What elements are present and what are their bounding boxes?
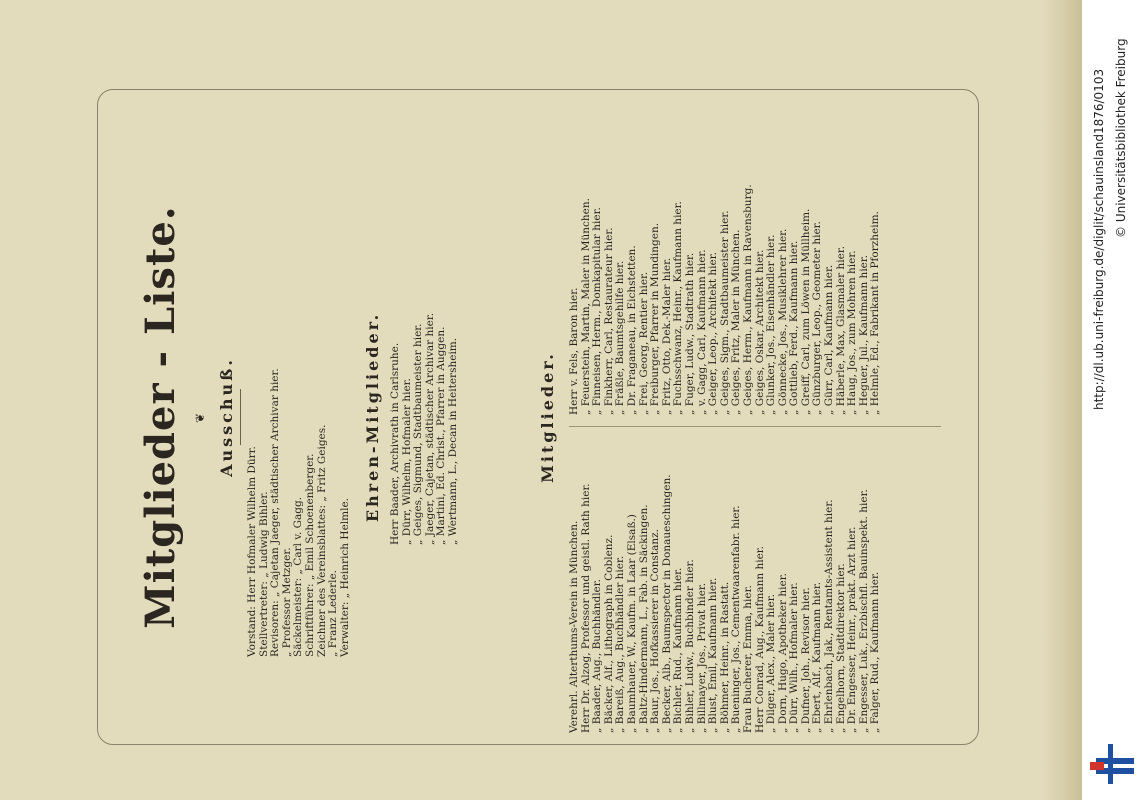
ehren-line: „ Dürr, Wilhelm, Hofmaler hier.	[400, 378, 413, 545]
member-line: „ Glunker, Jos., Eisenhändler hier.	[765, 234, 778, 415]
member-line: Herr v. Fels, Baron hier.	[568, 287, 580, 415]
ehren-line: „ Martini, Ed. Christ., Pfarrer in Auggen.	[435, 326, 448, 545]
member-line: „ Ebert, Alf., Kaufmann hier.	[811, 581, 824, 733]
member-line: „ Bueninger, Jos., Cementwaarenfabr. hier.	[730, 505, 743, 733]
page-title: Mitglieder - Liste.	[137, 205, 184, 629]
ausschuss-line: „ Professor Metzger.	[280, 547, 293, 657]
member-line: „ Fuchsschwanz, Heinr., Kaufmann hier.	[672, 201, 685, 415]
member-line: „ Dufner, Joh., Revisor hier.	[799, 587, 812, 733]
ehren-line: Herr Baader, Archivrath in Carlsruhe.	[389, 342, 401, 545]
member-line: „ Bichler, Rud., Kaufmann hier.	[672, 567, 685, 733]
ausschuss-line: „ Franz Lederle.	[327, 569, 340, 657]
member-line: „ Finkherr, Carl, Restaurateur hier.	[602, 227, 615, 415]
member-line: „ Gottlieb, Ferd., Kaufmann hier.	[788, 240, 801, 415]
ehren-line: „ Wertmann, L., Decan in Heitersheim.	[446, 337, 459, 545]
member-line: „ Fuger, Ludw., Stadtrath hier.	[683, 252, 696, 415]
member-line: Herr Conrad, Aug., Kaufmann hier.	[753, 546, 766, 733]
ausschuss-line: Zeichner des Vereinsblattes: „ Fritz Geiges.	[315, 424, 328, 657]
member-line: „ Dr. Fraganeau, in Eichstetten.	[625, 245, 638, 415]
mitglieder-left-column	[569, 474, 882, 733]
member-line: „ Geiges, Fritz, Maler in München.	[730, 229, 743, 415]
member-line: „ Engelhorn, Stadtdirektor hier.	[834, 563, 847, 733]
member-line: „ Bäcker, Alf., Lithograph in Coblenz.	[602, 534, 615, 733]
ausschuss-line: Revisoren: „ Cajetan Jaeger, städtischer Archivar hier.	[269, 368, 282, 657]
member-line: „ Dürr, Wilh., Hofmaler hier.	[788, 582, 801, 733]
member-line: „ Geiger, Leop., Architekt hier.	[707, 252, 720, 415]
mitglieder-heading: Mitglieder.	[538, 351, 557, 483]
column-divider	[569, 426, 941, 427]
member-line: „ Ehrlenbach, Jak., Rentamts-Assistent hier.	[823, 499, 836, 733]
member-line: „ Freiburger, Pfarrer in Mundingen.	[649, 222, 662, 415]
member-line: „ Feuerstein, Martin, Maler in München.	[579, 198, 592, 415]
title-ornament: ❦	[193, 410, 207, 424]
member-line: „ Gönnecke, Jos., Musiklehrer hier.	[776, 228, 789, 415]
member-line: „ Baltz-Hindermann, L., Fab. in Säckingen.	[637, 504, 650, 733]
member-line: „ Bareiß, Aug., Buchhändler hier.	[614, 555, 627, 733]
member-line: „ Geiges, Oskar, Architekt hier.	[753, 249, 766, 415]
member-line: „ Finneisen, Herm., Domkapitular hier.	[591, 207, 604, 415]
source-url-text[interactable]: http://dl.ub.uni-freiburg.de/diglit/schauinsland1876/0103	[1092, 68, 1106, 410]
member-line: „ Fräßle, Baumtsgehilfe hier.	[614, 260, 627, 415]
member-line: „ Becker, Alb., Baumspector in Donaueschingen.	[660, 474, 673, 733]
member-line: Frau Bucherer, Emma, hier.	[741, 585, 754, 733]
member-line: „ Greiff, Carl, zum Löwen in Müllheim.	[799, 208, 812, 415]
member-line: „ Böhmer, Heinr., in Rastatt.	[718, 581, 731, 733]
ausschuss-line: Säckelmeister: „ Carl v. Gagg.	[292, 496, 305, 657]
member-line: „ Bihler, Ludw., Buchbinder hier.	[683, 559, 696, 733]
source-url[interactable]	[1090, 10, 1110, 410]
ausschuss-line: Verwalter: „ Heinrich Helmle.	[338, 497, 351, 657]
member-line: „ Engesser, Luk., Erzbischfl. Bauinspekt. hier.	[857, 489, 870, 733]
ausschuss-line: Vorstand: Herr Hofmaler Wilhelm Dürr.	[246, 446, 258, 657]
ausschuss-line: Stellvertreter: „ Ludwig Bihler.	[257, 491, 270, 657]
member-line: „ Gürr, Carl, Kaufmann hier.	[823, 264, 836, 415]
member-line: „ Dr. Engesser, Heinr., prakt. Arzt hier.	[846, 526, 859, 733]
copyright-text: © Universitätsbibliothek Freiburg	[1114, 38, 1128, 238]
member-line: „ Helmle, Ed., Fabrikant in Pforzheim.	[869, 211, 882, 415]
member-line: „ Falger, Rud., Kaufmann hier.	[869, 571, 882, 733]
member-line: „ Baumhauer, W., Kaufm. in Laar (Elsaß.)	[625, 514, 638, 733]
ausschuss-heading: Ausschuß.	[217, 357, 236, 477]
member-line: „ Geiges, Sigm., Stadtbaumeister hier.	[718, 210, 731, 415]
member-line: „ Dorn, Hugo, Apotheker hier.	[776, 573, 789, 733]
rotated-page-content	[97, 89, 979, 745]
member-line: „ Günzburger, Leop., Geometer hier.	[811, 221, 824, 415]
member-line: „ Baur, Jos., Hofkassierer in Constanz.	[649, 529, 662, 733]
member-line: „ Frei, Georg, Rentier hier.	[637, 271, 650, 415]
mitglieder-right-column	[569, 184, 882, 415]
ausschuss-line: Schriftführer: „ Emil Schoenenberger.	[303, 453, 316, 657]
member-line: „ Baader, Aug., Buchhändler.	[591, 579, 604, 733]
member-line: „ Fritz, Otto, Dek.-Maler hier.	[660, 257, 673, 415]
member-line: „ Geiges, Herm., Kaufmann in Ravensburg.	[741, 184, 754, 415]
ausschuss-list	[247, 368, 351, 657]
ehren-line: „ Jaeger, Cajetan, städtischer Archivar hier.	[423, 312, 436, 545]
page-spine-shadow	[1040, 0, 1082, 800]
ausschuss-rule	[240, 389, 241, 445]
ehren-mitglieder-list	[390, 313, 460, 545]
member-line: „ Dilger, Alex., Maler hier.	[765, 594, 778, 733]
member-line: „ Haug, Jos., zum Mohren hier.	[846, 250, 859, 415]
member-line: „ v. Gagg, Carl, Kaufmann hier.	[695, 249, 708, 415]
member-line: „ Blust, Emil, Kaufmann hier.	[707, 577, 720, 733]
ehren-line: „ Geiges, Sigmund, Stadtbaumeister hier.	[412, 323, 425, 545]
library-logo-icon	[1090, 742, 1134, 788]
ehren-mitglieder-heading: Ehren-Mitglieder.	[363, 311, 382, 523]
member-line: Verehrl. Alterthums-Verein in München.	[568, 520, 580, 733]
member-line: „ Heguer, Jul., Kaufmann hier.	[857, 254, 870, 415]
member-line: „ Häberle, Max, Glasmaler hier.	[834, 245, 847, 415]
member-line: Herr Dr. Alzog, Professor und geistl. Rath hier.	[579, 483, 592, 733]
member-line: „ Billmayer, Jos., Privat hier.	[695, 582, 708, 733]
copyright-notice	[1112, 10, 1132, 240]
